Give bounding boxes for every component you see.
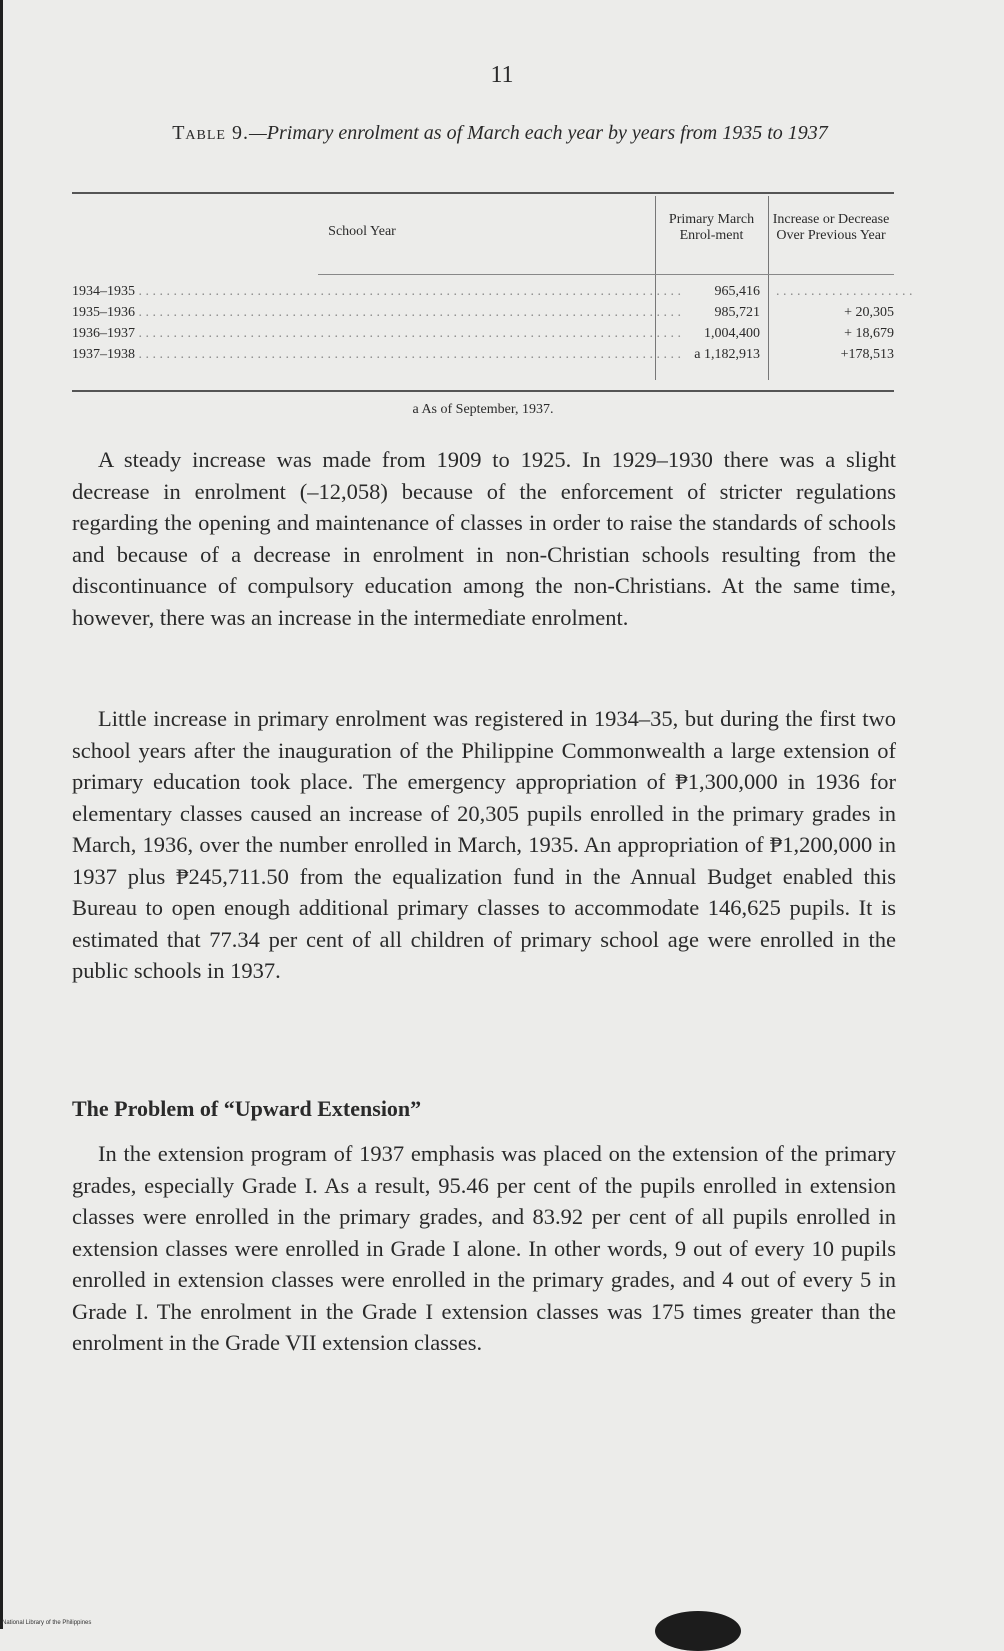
table-top-rule bbox=[72, 192, 894, 194]
table-row bbox=[72, 326, 894, 348]
row-change: + 20,305 bbox=[844, 305, 894, 320]
page-number: 11 bbox=[490, 62, 514, 88]
paragraph bbox=[72, 1138, 896, 1359]
row-enrolment: a 1,182,913 bbox=[694, 347, 760, 362]
header-enrolment: Primary March Enrol-ment bbox=[668, 212, 755, 243]
row-year: 1937–1938 . . . bbox=[72, 347, 652, 363]
table-title: —Primary enrolment as of March each year by years from 1935 to 1937 bbox=[248, 122, 828, 144]
table-bottom-rule bbox=[72, 390, 894, 392]
table-label: Table 9. bbox=[172, 122, 249, 144]
row-year: 1934–1935 . . . bbox=[72, 284, 652, 300]
table-caption bbox=[110, 118, 890, 148]
row-enrolment: 965,416 bbox=[714, 284, 760, 299]
table-footnote: a As of September, 1937. bbox=[412, 402, 554, 417]
row-year: 1935–1936 . . . bbox=[72, 305, 652, 321]
table-row bbox=[72, 305, 894, 327]
header-change: Increase or Decrease Over Previous Year bbox=[772, 212, 890, 243]
paragraph-text: In the extension program of 1937 emphasis was placed on the extension of the primary grades, especially Grade I. As a result, 95.46 per cent of the pupils enrolled in extension classes were enrolled in the primary grades, and 83.92 per cent of all pupils enrolled in extension classes were enrolled in Grade I alone. In other words, 9 out of every 10 pupils enrolled in extension classes were enrolled in the primary grades, and 4 out of every 5 in Grade I. The enrolment in the Grade I extension classes was 175 times greater than the enrolment in the Grade VII extension classes. bbox=[72, 1141, 896, 1355]
row-enrolment: 1,004,400 bbox=[704, 326, 760, 341]
row-change: +178,513 bbox=[840, 347, 894, 362]
scan-artifact bbox=[655, 1611, 741, 1651]
paragraph bbox=[72, 444, 896, 633]
header-school-year: School Year bbox=[328, 224, 396, 239]
table-row bbox=[72, 347, 894, 369]
row-change-leader: . . . . . . . . . . . . . . . . . . . . bbox=[776, 284, 913, 299]
paragraph-text: Little increase in primary enrolment was registered in 1934–35, but during the first two school years after the inauguration of the Philippine Commonwealth a large extension of primary education took place. The emergency appropriation of ₱1,300,000 in 1936 for elementary classes caused an increase of 20,305 pupils enrolled in the primary grades in March, 1936, over the number enrolled in March, 1935. An appropriation of ₱1,200,000 in 1937 plus ₱245,711.50 from the equalization fund in the Annual Budget enabled this Bureau to open enough additional primary classes to accommodate 146,625 pupils. It is estimated that 77.34 per cent of all children of primary school age were enrolled in the public schools in 1937. bbox=[72, 706, 896, 983]
table-header-rule bbox=[318, 274, 894, 275]
section-heading: The Problem of “Upward Extension” bbox=[72, 1096, 422, 1121]
paragraph bbox=[72, 703, 896, 987]
page-edge-shadow bbox=[0, 0, 3, 1629]
footer-credit: National Library of the Philippines bbox=[2, 1620, 92, 1626]
row-change: + 18,679 bbox=[844, 326, 894, 341]
row-enrolment: 985,721 bbox=[714, 305, 760, 320]
table-row bbox=[72, 284, 913, 306]
paragraph-text: A steady increase was made from 1909 to 1925. In 1929–1930 there was a slight decrease in enrolment (–12,058) because of the enforcement of stricter regulations regarding the opening and maintenance of classes in order to raise the standards of schools and because of a decrease in enrolment in non-Christian schools resulting from the discontinuance of compulsory education among the non-Christians. At the same time, however, there was an increase in the intermediate enrolment. bbox=[72, 447, 896, 630]
row-year: 1936–1937 . . . bbox=[72, 326, 652, 342]
